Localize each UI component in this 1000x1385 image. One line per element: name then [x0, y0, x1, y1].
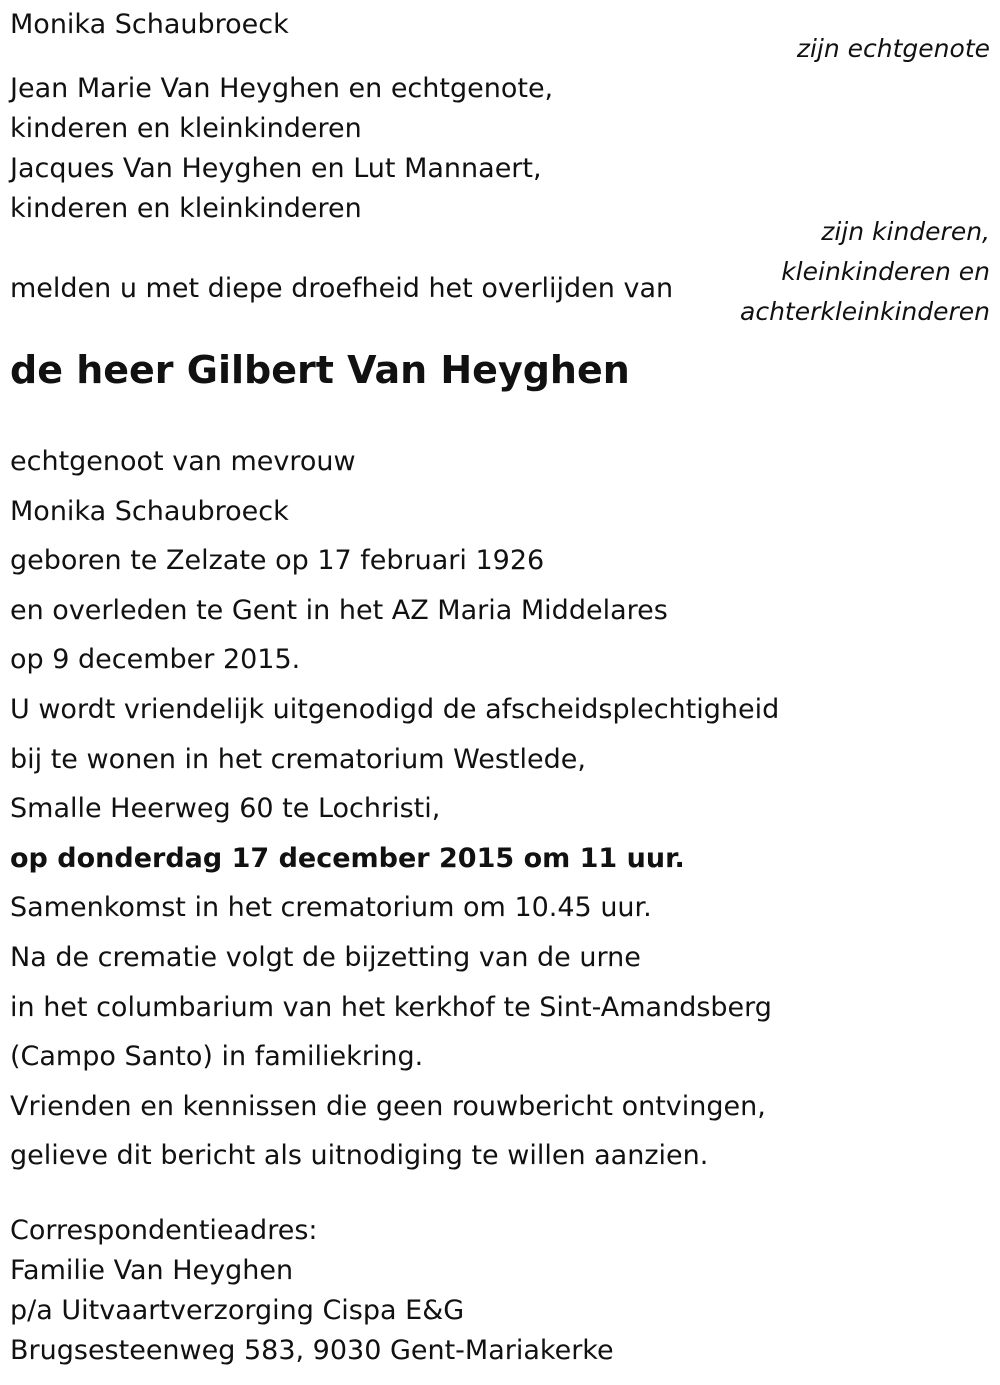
obituary-body — [10, 437, 779, 1181]
body-line: (Campo Santo) in familiekring. — [10, 1041, 424, 1073]
body-line: op 9 december 2015. — [10, 644, 301, 676]
body-line: gelieve dit bericht als uitnodiging te willen aanzien. — [10, 1140, 709, 1172]
body-line: Monika Schaubroeck — [10, 495, 289, 527]
body-line: Smalle Heerweg 60 te Lochristi, — [10, 793, 441, 825]
spouse-name: Monika Schaubroeck — [10, 9, 289, 40]
children-role-line-1: zijn kinderen, — [821, 217, 990, 246]
address-line: Brugsesteenweg 583, 9030 Gent-Mariakerke — [10, 1335, 614, 1366]
children-role-line-2: kleinkinderen en — [781, 257, 990, 286]
body-line: bij te wonen in het crematorium Westlede, — [10, 743, 586, 775]
spouse-role: zijn echtgenote — [796, 34, 990, 63]
body-line: echtgenoot van mevrouw — [10, 446, 356, 477]
body-line: in het columbarium van het kerkhof te Sint-Amandsberg — [10, 991, 772, 1023]
body-line: en overleden te Gent in het AZ Maria Middelares — [10, 594, 668, 626]
ceremony-datetime: op donderdag 17 december 2015 om 11 uur. — [10, 842, 685, 874]
children-line-4: kinderen en kleinkinderen — [10, 193, 362, 224]
children-line-1: Jean Marie Van Heyghen en echtgenote, — [10, 73, 554, 104]
body-line: Na de crematie volgt de bijzetting van de urne — [10, 941, 641, 973]
body-line: U wordt vriendelijk uitgenodigd de afscheidsplechtigheid — [10, 693, 780, 725]
body-line: Vrienden en kennissen die geen rouwbericht ontvingen, — [10, 1090, 766, 1122]
correspondence-address — [10, 1211, 614, 1371]
announcement-text: melden u met diepe droefheid het overlijden van — [10, 273, 674, 304]
children-line-2: kinderen en kleinkinderen — [10, 113, 362, 144]
body-line: Samenkomst in het crematorium om 10.45 uur. — [10, 892, 652, 924]
deceased-title: de heer Gilbert Van Heyghen — [10, 348, 630, 392]
address-line: Familie Van Heyghen — [10, 1255, 294, 1286]
children-line-3: Jacques Van Heyghen en Lut Mannaert, — [10, 153, 542, 184]
address-heading: Correspondentieadres: — [10, 1215, 318, 1246]
body-line: geboren te Zelzate op 17 februari 1926 — [10, 545, 545, 577]
address-line: p/a Uitvaartverzorging Cispa E&G — [10, 1295, 465, 1326]
children-role-line-3: achterkleinkinderen — [740, 297, 990, 326]
